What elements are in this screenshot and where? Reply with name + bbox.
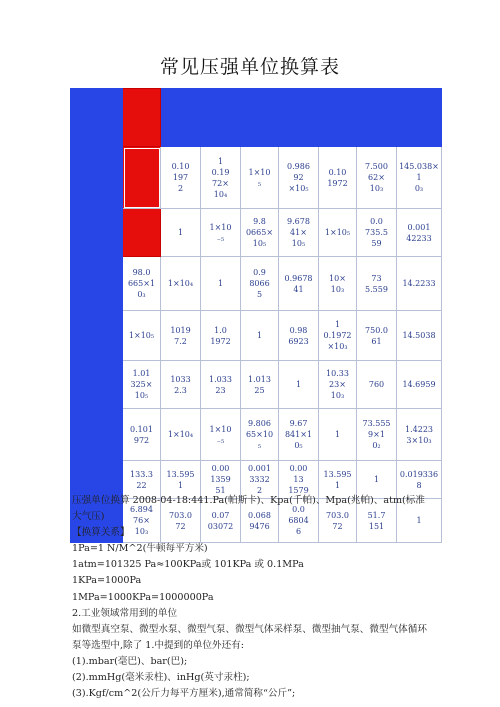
cell-value: 145.038×1 0₃	[399, 162, 439, 193]
note-line: 如微型真空泵、微型水泵、微型气泵、微型气体采样泵、微型抽气泵、微型气体循环泵等选型中,除了 1.中提到的单位外还有:	[72, 623, 427, 651]
table-row	[71, 89, 442, 147]
value-cell	[201, 147, 241, 209]
note-line: 【换算关系】	[72, 527, 130, 539]
note-line: (1).mbar(毫巴)、bar(巴);	[72, 655, 188, 667]
value-cell	[279, 409, 319, 461]
note-line: (2).mmHg(毫米汞柱)、inHg(英寸汞柱);	[72, 672, 250, 684]
cell-value: 9.806 65×10 ₅	[245, 419, 274, 450]
cell-value: 1.01 325× 10₅	[130, 369, 153, 400]
value-cell	[357, 409, 397, 461]
header-cell	[201, 89, 241, 147]
value-cell	[241, 147, 279, 209]
cell-value: 1019 7.2	[170, 325, 191, 346]
cell-value: 1.033 23	[209, 374, 232, 395]
note-line: 2.工业领域常用到的单位	[72, 607, 178, 619]
cell-value: 98.0 665×1 0₃	[127, 268, 156, 299]
value-cell	[123, 257, 161, 311]
cell-value: 1	[295, 380, 302, 389]
value-cell	[357, 147, 397, 209]
row-label-cell	[71, 361, 123, 409]
value-cell	[319, 209, 357, 257]
value-cell	[319, 311, 357, 361]
value-cell	[241, 209, 279, 257]
value-cell	[397, 361, 442, 409]
cell-value: 1033 2.3	[170, 374, 191, 395]
table-row	[71, 257, 442, 311]
value-cell	[123, 409, 161, 461]
cell-value: 133.3 22	[130, 469, 153, 490]
value-cell	[279, 147, 319, 209]
value-cell	[397, 257, 442, 311]
header-cell	[71, 89, 123, 147]
row-label-cell	[71, 147, 123, 209]
cell-value: 1 0.19 72× 10₄	[211, 156, 230, 199]
header-cell	[357, 89, 397, 147]
header-cell	[279, 89, 319, 147]
cell-value: 1	[416, 516, 422, 525]
cell-value: 1×10₄	[167, 279, 194, 288]
value-cell	[201, 209, 241, 257]
notes-section	[72, 493, 432, 702]
value-cell	[319, 361, 357, 409]
cell-value: 1.0 1972	[210, 325, 231, 346]
cell-value: 73.555 9×1 0₂	[362, 419, 391, 450]
cell-value: 9.678 41× 10₅	[287, 217, 310, 248]
cell-value: 1	[256, 331, 263, 340]
note-line: 压强单位换算 2008-04-18:441.Pa(帕斯卡)、Kpa(千帕)、Mpa(兆帕)、atm(标准大气压)	[72, 495, 425, 523]
value-cell	[397, 409, 442, 461]
cell-value: 0.986 92 ×10₅	[287, 162, 310, 193]
cell-value: 1	[373, 475, 380, 484]
cell-value: 0.9678 41	[284, 273, 313, 294]
table-row	[71, 409, 442, 461]
row-label-cell	[71, 311, 123, 361]
value-cell	[241, 311, 279, 361]
value-cell	[201, 409, 241, 461]
value-cell	[161, 409, 201, 461]
cell-value: 1 0.1972 ×10₃	[323, 320, 352, 351]
value-cell	[161, 147, 201, 209]
note-line: 1atm=101325 Pa≈100KPa或 101KPa 或 0.1MPa	[72, 559, 304, 571]
value-cell	[279, 311, 319, 361]
row-label-cell	[71, 257, 123, 311]
cell-value: 1×10₄	[167, 430, 194, 439]
cell-value: 1	[334, 430, 341, 439]
page-title: 常见压强单位换算表	[159, 56, 340, 78]
note-line: (3).Kgf/cm^2(公斤力每平方厘米),通常简称“公斤”;	[72, 688, 296, 700]
value-cell	[123, 361, 161, 409]
cell-value: 1.013 25	[248, 374, 271, 395]
value-cell	[161, 209, 201, 257]
value-cell	[397, 147, 442, 209]
value-cell	[241, 257, 279, 311]
conversion-table	[70, 88, 442, 543]
value-cell	[319, 147, 357, 209]
conversion-table-container	[70, 88, 441, 543]
cell-value: 9.67 841×1 0₅	[284, 419, 313, 450]
cell-value: 73 5.559	[365, 273, 388, 294]
cell-value: 1×10 ₅	[248, 167, 271, 188]
value-cell	[319, 409, 357, 461]
cell-value: 14.2233	[402, 279, 436, 288]
cell-value: 13.595 1	[166, 469, 195, 490]
diagonal-cell-red	[123, 209, 161, 257]
cell-value: 1×10₅	[128, 331, 155, 340]
cell-value: 0.07 03072	[207, 510, 234, 531]
value-cell	[241, 409, 279, 461]
value-cell	[279, 257, 319, 311]
table-row	[71, 311, 442, 361]
value-cell	[241, 361, 279, 409]
note-line: 1Pa=1 N/M^2(牛顿每平方米)	[72, 543, 208, 555]
cell-value: 9.8 0665× 10₅	[245, 217, 274, 248]
cell-value: 1	[177, 228, 184, 237]
cell-value: 0.0193368	[399, 469, 439, 490]
value-cell	[397, 209, 442, 257]
table-row	[71, 209, 442, 257]
value-cell	[357, 361, 397, 409]
value-cell	[279, 209, 319, 257]
header-cell	[161, 89, 201, 147]
cell-value: 0.10 197 2	[171, 162, 190, 193]
value-cell	[357, 311, 397, 361]
note-line: 1MPa=1000KPa=1000000Pa	[72, 591, 214, 603]
cell-value: 6.894 76× 10₃	[130, 505, 153, 536]
diagonal-cell-red	[123, 147, 161, 209]
cell-value: 0.98 6923	[288, 325, 309, 346]
cell-value: 14.5038	[402, 331, 436, 340]
table-row	[71, 147, 442, 209]
value-cell	[201, 311, 241, 361]
cell-value: 0.001 42233	[406, 222, 432, 243]
value-cell	[161, 257, 201, 311]
header-cell	[397, 89, 442, 147]
value-cell	[161, 311, 201, 361]
header-cell	[241, 89, 279, 147]
value-cell	[161, 361, 201, 409]
cell-value: 10.33 23× 10₃	[326, 369, 349, 400]
cell-value: 1×10₅	[324, 228, 351, 237]
cell-value: 1.4223 3×10₃	[405, 424, 433, 445]
cell-value: 703.0 72	[326, 510, 349, 531]
cell-value: 0.9 8066 5	[249, 268, 270, 299]
header-cell-red	[123, 89, 161, 147]
value-cell	[123, 311, 161, 361]
cell-value: 7.500 62× 10₃	[365, 162, 388, 193]
row-label-cell	[71, 409, 123, 461]
cell-value: 0.101 972	[130, 424, 153, 445]
cell-value: 0.001 3332 2	[248, 464, 271, 495]
cell-value: 0.0 6804 6	[288, 505, 309, 536]
cell-value: 760	[368, 380, 385, 389]
cell-value: 51.7 151	[367, 510, 386, 531]
cell-value: 1×10 ₋₅	[209, 222, 232, 243]
cell-value: 0.00 1359 51	[210, 464, 231, 495]
value-cell	[397, 311, 442, 361]
value-cell	[279, 361, 319, 409]
cell-value: 13.595 1	[323, 469, 352, 490]
header-cell	[319, 89, 357, 147]
note-line: 1KPa=1000Pa	[72, 575, 142, 587]
table-row	[71, 361, 442, 409]
value-cell	[357, 257, 397, 311]
value-cell	[357, 209, 397, 257]
cell-value: 0.068 9476	[248, 510, 271, 531]
value-cell	[201, 257, 241, 311]
value-cell	[201, 361, 241, 409]
cell-value: 1×10 ₋₅	[209, 424, 232, 445]
cell-value: 750.0 61	[365, 325, 388, 346]
cell-value: 10× 10₃	[329, 273, 346, 294]
cell-value: 0.10 1972	[327, 167, 348, 188]
cell-value: 0.0 735.5 59	[365, 217, 388, 248]
cell-value: 703.0 72	[169, 510, 192, 531]
value-cell	[319, 257, 357, 311]
cell-value: 0.00 13 1579	[288, 464, 309, 495]
cell-value: 1	[217, 279, 224, 288]
cell-value: 14.6959	[402, 380, 436, 389]
row-label-cell	[71, 209, 123, 257]
